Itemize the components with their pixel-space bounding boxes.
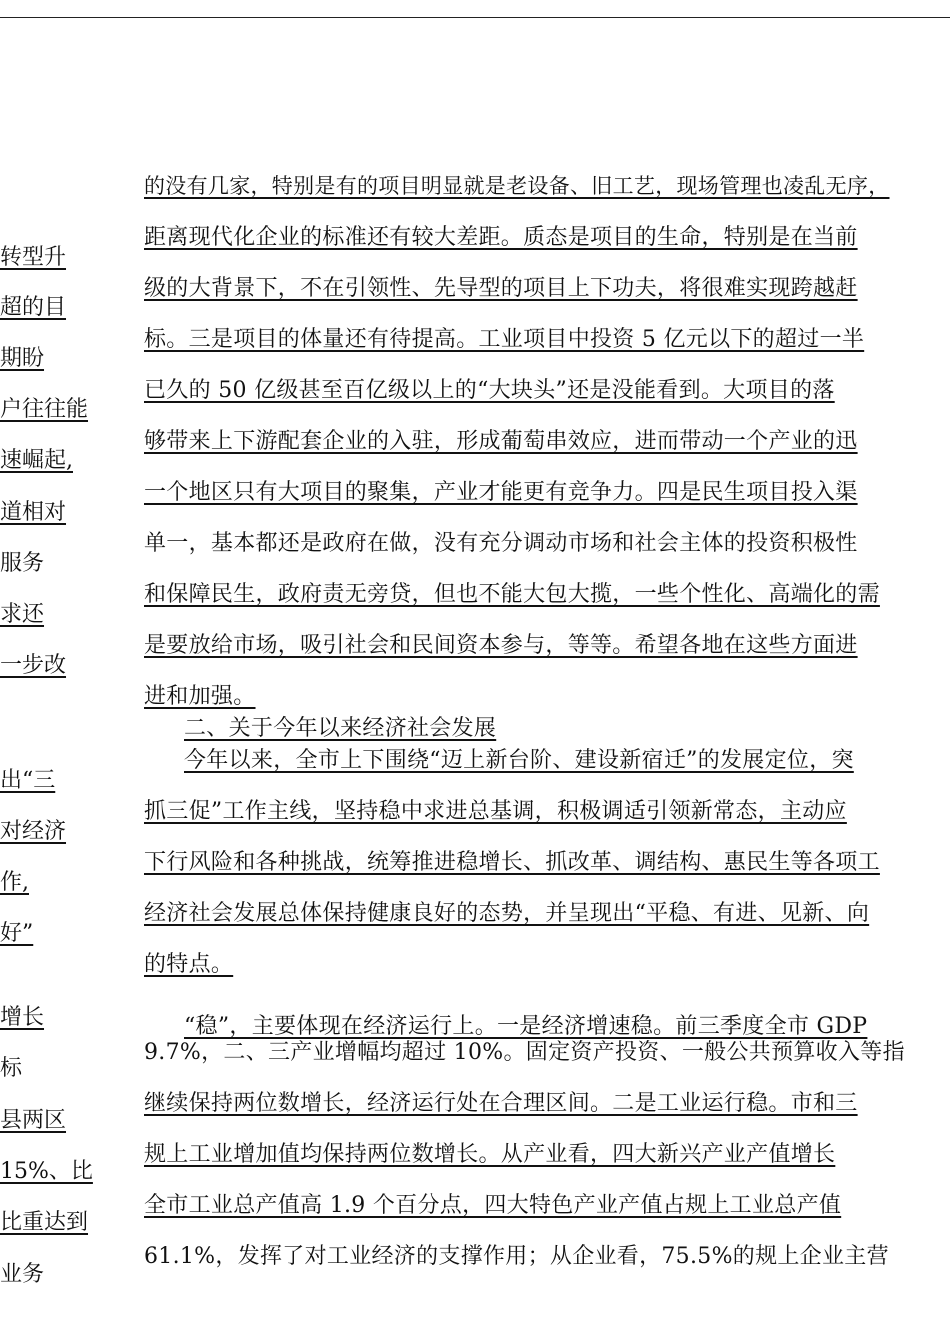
- body-line: 全市工业总产值高 1.9 个百分点，四大特色产业产值占规上工业总产值: [144, 1193, 842, 1218]
- body-line: 和保障民生，政府责无旁贷，但也不能大包大揽，一些个性化、高端化的需: [144, 582, 880, 607]
- margin-line: 速崛起,: [0, 448, 73, 473]
- body-line: 标。三是项目的体量还有待提高。工业项目中投资 5 亿元以下的超过一半: [144, 327, 865, 352]
- body-line: 是要放给市场，吸引社会和民间资本参与，等等。希望各地在这些方面进: [144, 633, 858, 658]
- margin-line: 超的目: [0, 295, 67, 320]
- body-line: 61.1%，发挥了对工业经济的支撑作用；从企业看，75.5%的规上企业主营: [144, 1244, 889, 1269]
- body-line: 下行风险和各种挑战，统筹推进稳增长、抓改革、调结构、惠民生等各项工: [144, 850, 880, 875]
- margin-line: 转型升: [0, 245, 67, 270]
- body-line: 进和加强。: [144, 684, 256, 709]
- body-line: 级的大背景下，不在引领性、先导型的项目上下功夫，将很难实现跨越赶: [144, 276, 858, 301]
- body-line: 已久的 50 亿级甚至百亿级以上的“大块头”还是没能看到。大项目的落: [144, 378, 835, 403]
- margin-line: 15%、比: [0, 1159, 93, 1184]
- body-text: [144, 0, 950, 1344]
- margin-line: 作,: [0, 870, 29, 895]
- body-line: 一个地区只有大项目的聚集，产业才能更有竞争力。四是民生项目投入渠: [144, 480, 858, 505]
- margin-line: 求还: [0, 602, 45, 627]
- margin-line: 户往往能: [0, 397, 89, 422]
- margin-line: 比重达到: [0, 1210, 89, 1235]
- left-margin-fragments: [0, 0, 110, 1344]
- margin-line: 服务: [0, 551, 45, 576]
- body-line: 的没有几家，特别是有的项目明显就是老设备、旧工艺，现场管理也凌乱无序，: [144, 174, 890, 198]
- section-heading: 二、关于今年以来经济社会发展: [184, 716, 497, 741]
- margin-line: 好”: [0, 921, 34, 946]
- body-line: 经济社会发展总体保持健康良好的态势，并呈现出“平稳、有进、见新、向: [144, 901, 870, 926]
- margin-line: 标: [0, 1056, 23, 1081]
- body-line: 9.7%，二、三产业增幅均超过 10%。固定资产投资、一般公共预算收入等指: [144, 1040, 905, 1065]
- body-line: 够带来上下游配套企业的入驻，形成葡萄串效应，进而带动一个产业的迅: [144, 429, 858, 454]
- margin-line: 对经济: [0, 819, 67, 844]
- body-line: 的特点。: [144, 952, 234, 977]
- body-line: 抓三促”工作主线，坚持稳中求进总基调，积极调适引领新常态，主动应: [144, 799, 847, 824]
- body-line: 今年以来，全市上下围绕“迈上新台阶、建设新宿迁”的发展定位，突: [184, 748, 854, 773]
- body-line: 单一，基本都还是政府在做，没有充分调动市场和社会主体的投资积极性: [144, 531, 858, 556]
- margin-line: 增长: [0, 1005, 45, 1030]
- body-line: “稳”，主要体现在经济运行上。一是经济增速稳。前三季度全市 GDP: [184, 1014, 868, 1039]
- body-line: 继续保持两位数增长，经济运行处在合理区间。二是工业运行稳。市和三: [144, 1091, 858, 1116]
- margin-line: 期盼: [0, 346, 45, 371]
- margin-line: 一步改: [0, 653, 67, 678]
- margin-line: 业务: [0, 1262, 45, 1287]
- body-line: 距离现代化企业的标准还有较大差距。质态是项目的生命，特别是在当前: [144, 225, 858, 250]
- margin-line: 道相对: [0, 500, 67, 525]
- body-line: 规上工业增加值均保持两位数增长。从产业看，四大新兴产业产值增长: [144, 1142, 836, 1167]
- margin-line: 县两区: [0, 1108, 67, 1133]
- margin-line: 出“三: [0, 768, 56, 793]
